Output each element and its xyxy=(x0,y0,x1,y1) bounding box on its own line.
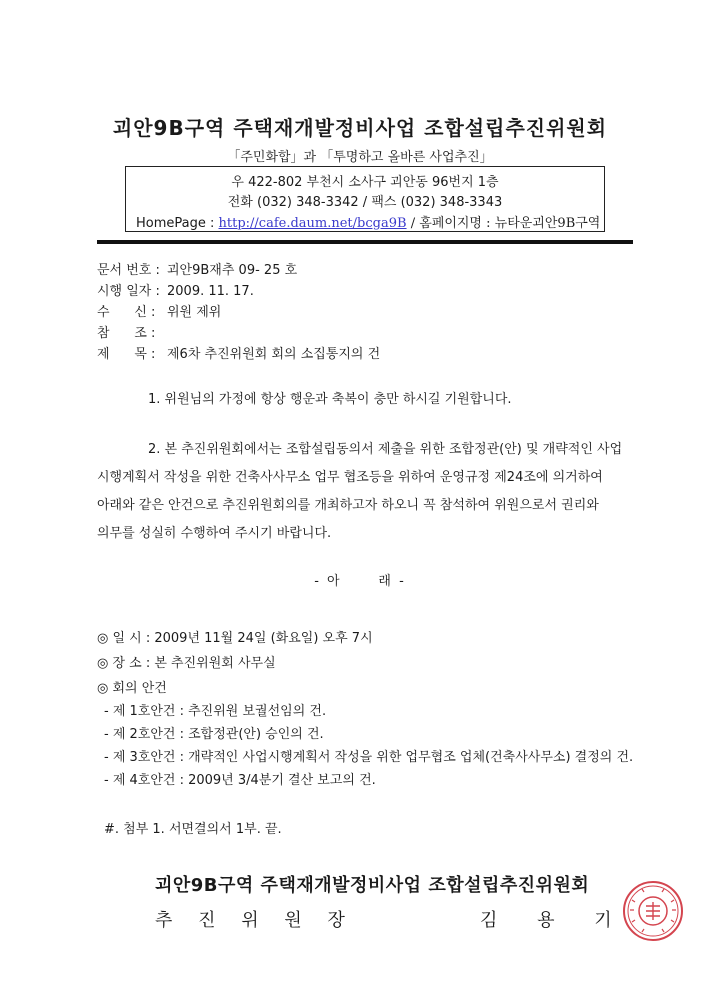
homepage-label: HomePage : xyxy=(136,216,215,231)
official-seal-icon xyxy=(622,880,684,942)
meeting-date: ◎ 일 시 : 2009년 11월 24일 (화요일) 오후 7시 xyxy=(97,631,373,646)
signature-title: 추 진 위 원 장 xyxy=(155,910,345,931)
meeting-place: ◎ 장 소 : 본 추진위원회 사무실 xyxy=(97,656,276,671)
paragraph-1: 1. 위원님의 가정에 항상 행운과 축복이 충만 하시길 기원합니다. xyxy=(148,392,512,407)
recipient: 위원 제위 xyxy=(167,305,222,320)
address: 우 422-802 부천시 소사구 괴안동 96번지 1층 xyxy=(231,175,499,190)
org-title: 괴안9B구역 주택재개발정비사업 조합설립추진위원회 xyxy=(112,116,608,140)
reference-line: 참 조 : xyxy=(97,326,156,341)
header-divider xyxy=(97,240,633,244)
doc-date: 2009. 11. 17. xyxy=(167,284,254,299)
slogan: 「주민화합」과 「투명하고 올바른 사업추진」 xyxy=(227,150,493,165)
paragraph-2-line-2: 시행계획서 작성을 위한 건축사사무소 업무 협조등을 위하여 운영규정 제24조에 의거하여 xyxy=(97,470,603,485)
signature-name: 김 용 기 xyxy=(480,910,612,931)
below-heading: - 아 래 - xyxy=(314,574,406,589)
paragraph-2-line-4: 의무를 성실히 수행하여 주시기 바랍니다. xyxy=(97,526,332,541)
attachment-line: #. 첨부 1. 서면결의서 1부. 끝. xyxy=(104,822,282,837)
doc-number-line: 문서 번호 : 괴안9B재추 09- 25 호 xyxy=(97,263,298,278)
agenda-item: - 제 2호안건 : 조합정관(안) 승인의 건. xyxy=(104,727,324,742)
signature-org: 괴안9B구역 주택재개발정비사업 조합설립추진위원회 xyxy=(155,875,590,896)
homepage-name: / 홈페이지명 : 뉴타운괴안9B구역 xyxy=(410,216,601,231)
agenda-heading: ◎ 회의 안건 xyxy=(97,681,167,696)
paragraph-2-line-3: 아래와 같은 안건으로 추진위원회의를 개최하고자 하오니 꼭 참석하여 위원으로서 권리와 xyxy=(97,498,599,513)
paragraph-2-line-1: 2. 본 추진위원회에서는 조합설립동의서 제출을 위한 조합정관(안) 및 개략적인 사업 xyxy=(148,442,623,457)
contact-box xyxy=(125,166,605,232)
homepage-link[interactable]: http://cafe.daum.net/bcga9B xyxy=(218,216,407,231)
agenda-item: - 제 3호안건 : 개략적인 사업시행계획서 작성을 위한 업무협조 업체(건축사사무소) 결정의 건. xyxy=(104,750,634,765)
phone-fax: 전화 (032) 348-3342 / 팩스 (032) 348-3343 xyxy=(227,195,503,210)
date-line: 시행 일자 : 2009. 11. 17. xyxy=(97,284,254,299)
homepage-line xyxy=(136,212,600,231)
subject-line: 제 목 : 제6차 추진위원회 회의 소집통지의 건 xyxy=(97,347,381,362)
subject: 제6차 추진위원회 회의 소집통지의 건 xyxy=(167,347,381,362)
agenda-item: - 제 1호안건 : 추진위원 보궐선임의 건. xyxy=(104,704,327,719)
doc-number: 괴안9B재추 09- 25 호 xyxy=(167,263,298,278)
recipient-line: 수 신 : 위원 제위 xyxy=(97,305,222,320)
agenda-item: - 제 4호안건 : 2009년 3/4분기 결산 보고의 건. xyxy=(104,773,376,788)
